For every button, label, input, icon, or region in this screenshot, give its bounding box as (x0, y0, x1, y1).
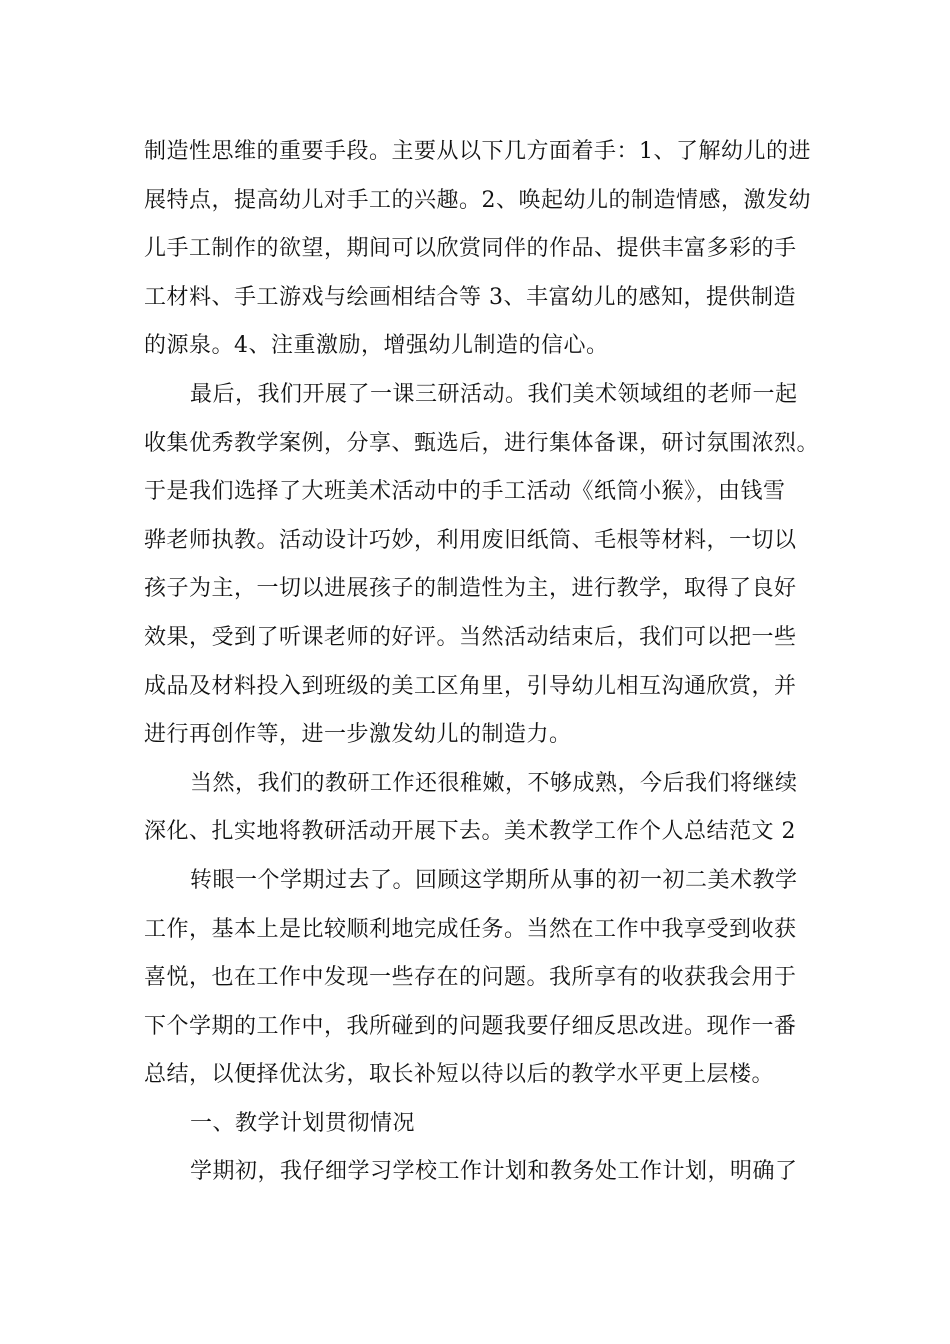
text-line: 于是我们选择了大班美术活动中的手工活动《纸筒小猴》，由钱雪 (144, 479, 786, 505)
document-body (144, 128, 824, 1197)
text-line: 制造性思维的重要手段。主要从以下几方面着手：1、了解幼儿的进 (144, 139, 811, 164)
paragraph-1 (144, 128, 824, 371)
text-line: 深化、扎实地将教研活动开展下去。美术教学工作个人总结范文 2 (144, 819, 796, 845)
text-line: 转眼一个学期过去了。回顾这学期所从事的初一初二美术教学 (190, 867, 798, 893)
paragraph-2 (144, 371, 824, 760)
text-line: 的源泉。4、注重激励，增强幼儿制造的信心。 (144, 333, 609, 359)
text-line: 工材料、手工游戏与绘画相结合等 3、丰富幼儿的感知，提供制造 (144, 284, 796, 310)
text-line: 当然，我们的教研工作还很稚嫩，不够成熟，今后我们将继续 (190, 770, 798, 796)
text-line: 下个学期的工作中，我所碰到的问题我要仔细反思改进。现作一番 (144, 1013, 797, 1039)
text-line: 学期初，我仔细学习学校工作计划和教务处工作计划，明确了 (190, 1159, 798, 1185)
text-line: 效果，受到了听课老师的好评。当然活动结束后，我们可以把一些 (144, 624, 797, 650)
text-line: 展特点，提高幼儿对手工的兴趣。2、唤起幼儿的制造情感，激发幼 (144, 187, 811, 213)
paragraph-5 (144, 1148, 824, 1197)
text-line: 收集优秀教学案例，分享、甄选后，进行集体备课，研讨氛围浓烈。 (144, 430, 820, 456)
text-line: 工作，基本上是比较顺利地完成任务。当然在工作中我享受到收获 (144, 916, 797, 942)
text-line: 总结，以便择优汰劣，取长补短以待以后的教学水平更上层楼。 (144, 1062, 775, 1088)
text-line: 喜悦，也在工作中发现一些存在的问题。我所享有的收获我会用于 (144, 965, 797, 991)
text-line: 进行再创作等，进一步激发幼儿的制造力。 (144, 722, 572, 748)
section-heading (144, 1100, 824, 1149)
text-line: 最后，我们开展了一课三研活动。我们美术领域组的老师一起 (190, 381, 798, 407)
paragraph-3 (144, 760, 824, 857)
paragraph-4 (144, 857, 824, 1100)
heading-line: 一、教学计划贯彻情况 (190, 1110, 416, 1136)
text-line: 孩子为主，一切以进展孩子的制造性为主，进行教学，取得了良好 (144, 576, 797, 602)
text-line: 儿手工制作的欲望，期间可以欣赏同伴的作品、提供丰富多彩的手 (144, 236, 797, 262)
text-line: 成品及材料投入到班级的美工区角里，引导幼儿相互沟通欣赏，并 (144, 673, 797, 699)
text-line: 骅老师执教。活动设计巧妙，利用废旧纸筒、毛根等材料，一切以 (144, 527, 797, 553)
